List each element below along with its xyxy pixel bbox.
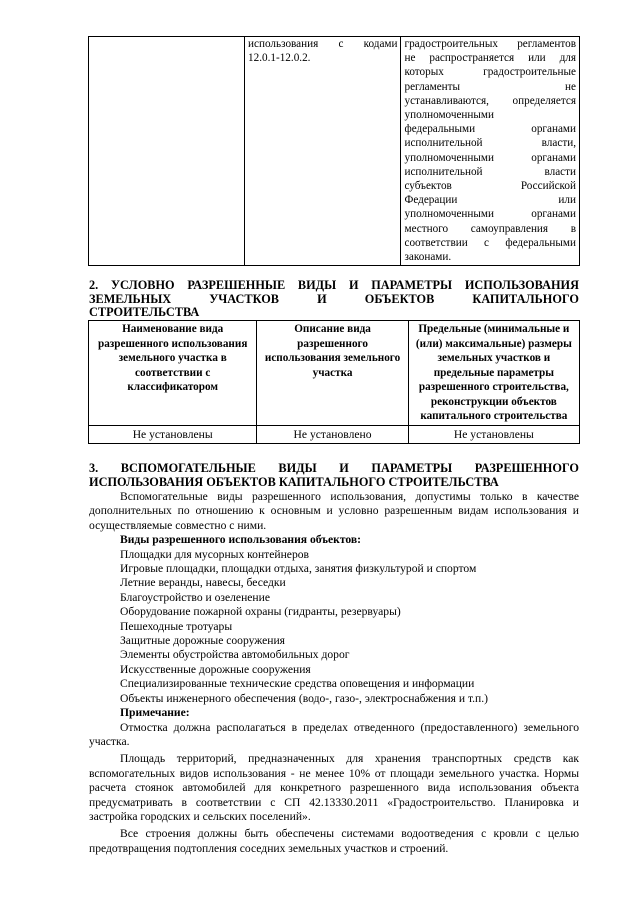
section-2-title: [89, 279, 579, 320]
title-line: 3. ВСПОМОГАТЕЛЬНЫЕ ВИДЫ И ПАРАМЕТРЫ РАЗРЕШЕННОГО: [89, 461, 579, 475]
section-3-title: [89, 462, 579, 489]
list-item: Игровые площадки, площадки отдыха, занятия физкультурой и спортом: [120, 562, 477, 576]
cell-line: градостроительных регламентов: [404, 38, 576, 50]
note-paragraph: Площадь территорий, предназначенных для хранения транспортных средств как вспомогательных видов использования - не менее 10% от площади земельного участка. Нормы расчета стоянок автомобилей для конкретного разрешенного вида использования объекта предусматривать в соответствии с СП 42.13330.2011 «Градостроительство. Планировка и застройка городских и сельских поселений».: [89, 752, 579, 823]
cell-line: устанавливаются, определяется: [404, 94, 576, 107]
cell-line: уполномоченными органами: [404, 208, 576, 221]
table-cell: Не установлены: [89, 425, 257, 443]
cell-line: 12.0.1-12.0.2.: [248, 52, 311, 65]
header-cell-name: Наименование вида разрешенного использования земельного участка в соответствии с классификатором: [89, 321, 257, 426]
table-cell-codes: [245, 37, 401, 266]
table-row: [89, 425, 580, 443]
list-item: Искусственные дорожные сооружения: [120, 662, 311, 676]
title-line: 2. УСЛОВНО РАЗРЕШЕННЫЕ ВИДЫ И ПАРАМЕТРЫ ИСПОЛЬЗОВАНИЯ: [89, 278, 579, 292]
title-line: ИСПОЛЬЗОВАНИЯ ОБЪЕКТОВ КАПИТАЛЬНОГО СТРОИТЕЛЬСТВА: [89, 474, 499, 489]
intro-paragraph: Вспомогательные виды разрешенного использования, допустимы только в качестве дополнительных по отношению к основным и условно разрешенным видам использования и осуществляемые совместно с ними.: [89, 490, 579, 532]
header-cell-description: Описание вида разрешенного использования земельного участка: [257, 321, 408, 426]
note-title: Примечание:: [120, 706, 190, 720]
title-line: ЗЕМЕЛЬНЫХ УЧАСТКОВ И ОБЪЕКТОВ КАПИТАЛЬНОГО: [89, 291, 579, 306]
cell-line: не распространяется или для: [404, 52, 576, 65]
continuation-table: [88, 36, 580, 266]
list-item: Специализированные технические средства оповещения и информации: [120, 677, 475, 691]
header-cell-parameters: Предельные (минимальные и (или) максимальные) размеры земельных участков и предельные параметры разрешенного строительства, реконструкции объектов капитального строительства: [408, 321, 579, 426]
cell-line: использования с кодами: [248, 38, 398, 50]
table-cell-empty: [89, 37, 245, 266]
cell-line: уполномоченными: [404, 109, 494, 122]
cell-line: Федерации или: [404, 194, 576, 207]
list-item: Благоустройство и озеленение: [120, 590, 270, 604]
list-item: Элементы обустройства автомобильных дорог: [120, 648, 350, 662]
cell-line: которых градостроительные: [404, 66, 576, 79]
list-item: Оборудование пожарной охраны (гидранты, резервуары): [120, 605, 401, 619]
cell-line: местного самоуправления в: [404, 222, 576, 235]
use-list: [89, 548, 579, 706]
table-cell-description: [401, 37, 580, 266]
note-paragraph: Все строения должны быть обеспечены системами водоотведения с кровли с целью предотвращения подтопления соседних земельных участков и строений.: [89, 827, 579, 855]
table-cell: Не установлены: [408, 425, 579, 443]
cell-line: исполнительной власти,: [404, 137, 576, 150]
list-item: Летние веранды, навесы, беседки: [120, 576, 286, 590]
list-title: Виды разрешенного использования объектов:: [120, 533, 362, 547]
table-row: [89, 37, 580, 266]
cell-line: субъектов Российской: [404, 180, 576, 193]
list-item: Объекты инженерного обеспечения (водо-, газо-, электроснабжения и т.п.): [120, 691, 488, 705]
cell-line: законами.: [404, 251, 452, 264]
cell-line: регламенты не: [404, 80, 576, 93]
list-item: Защитные дорожные сооружения: [120, 634, 286, 648]
cell-line: уполномоченными органами: [404, 151, 576, 164]
note-paragraph: Отмостка должна располагаться в пределах отведенного (предоставленного) земельного участка.: [89, 720, 579, 748]
table-header-row: [89, 321, 580, 426]
conditional-use-table: [88, 320, 580, 444]
section-3-body: [89, 490, 579, 856]
title-line: СТРОИТЕЛЬСТВА: [89, 305, 200, 319]
cell-line: федеральными органами: [404, 123, 576, 136]
list-item: Площадки для мусорных контейнеров: [120, 547, 310, 561]
table-cell: Не установлено: [257, 425, 408, 443]
cell-line: исполнительной власти: [404, 165, 576, 178]
list-item: Пешеходные тротуары: [120, 619, 233, 633]
cell-line: соответствии с федеральными: [404, 236, 576, 249]
